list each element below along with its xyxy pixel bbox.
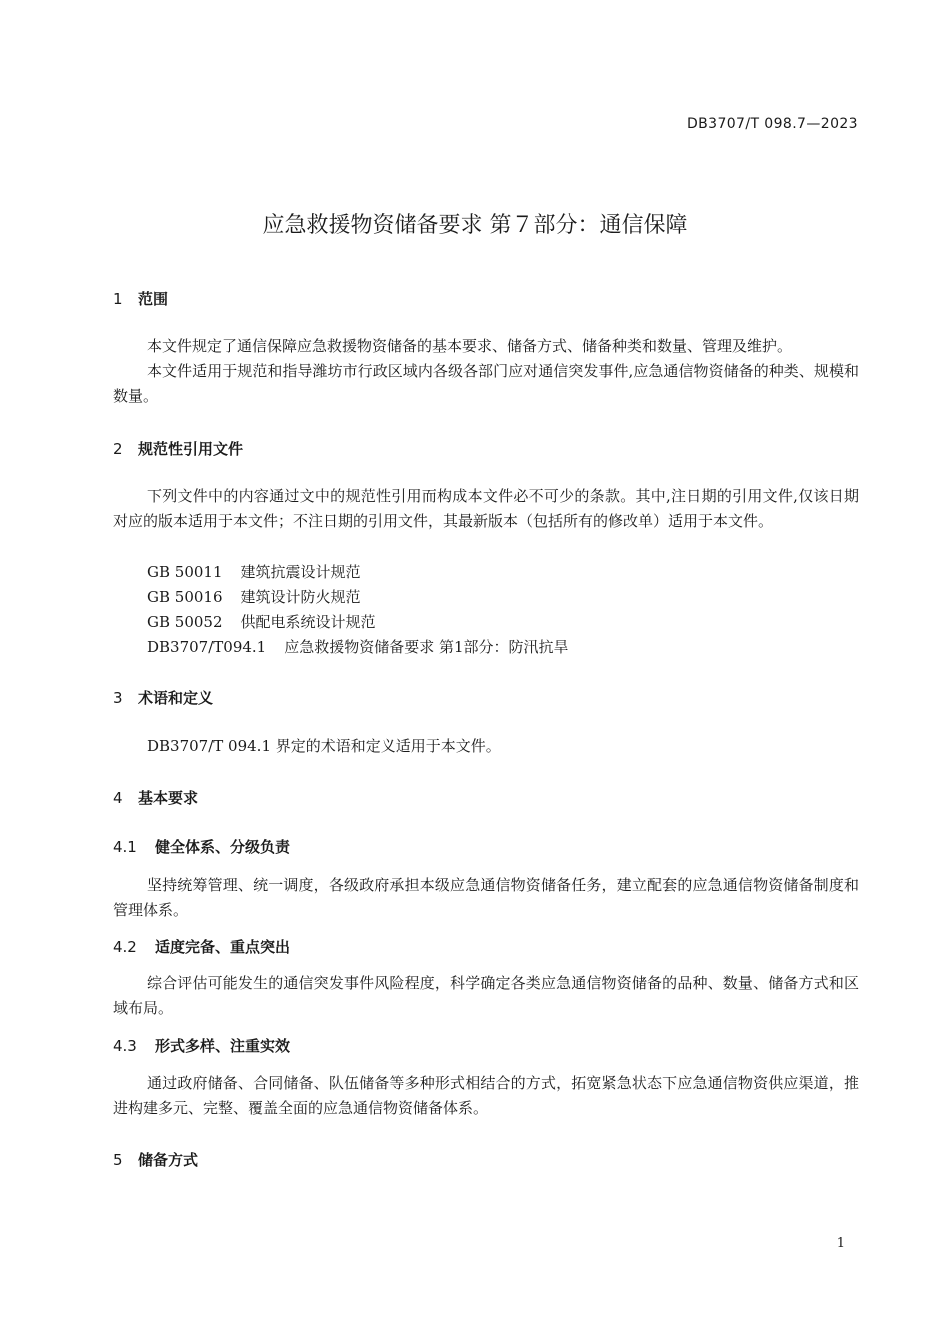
reference-name: 供配电系统设计规范: [240, 613, 376, 631]
reference-item: [147, 611, 376, 632]
reference-item: [147, 561, 361, 582]
document-code: DB3707/T 098.7—2023: [686, 116, 858, 132]
document-title: 应急救援物资储备要求 第７部分：通信保障: [262, 213, 688, 238]
paragraph: 下列文件中的内容通过文中的规范性引用而构成本文件必不可少的条款。其中,注日期的引用文件,仅该日期对应的版本适用于本文件；不注日期的引用文件，其最新版本（包括所有的修改单）适用于本文件。: [113, 487, 859, 530]
reference-code: GB 50011: [147, 563, 223, 581]
subsection-number: 4.2: [113, 938, 137, 956]
section-number: 2: [113, 440, 123, 458]
section-heading-storage-methods: [113, 1149, 198, 1170]
section-number: 4: [113, 789, 123, 807]
section-heading-terms: [113, 687, 213, 708]
reference-name: 建筑设计防火规范: [240, 588, 361, 606]
section-title: 储备方式: [138, 1151, 199, 1169]
subsection-heading: [113, 936, 290, 957]
section-number: 1: [113, 290, 123, 308]
subsection-title: 适度完备、重点突出: [155, 938, 291, 956]
paragraph: DB3707/T 094.1 界定的术语和定义适用于本文件。: [147, 737, 501, 755]
page-number: 1: [836, 1236, 845, 1251]
reference-item: [147, 636, 569, 657]
paragraph: 本文件适用于规范和指导潍坊市行政区域内各级各部门应对通信突发事件,应急通信物资储备的种类、规模和数量。: [113, 362, 859, 405]
subsection-title: 形式多样、注重实效: [155, 1037, 291, 1055]
section-title: 基本要求: [138, 789, 199, 807]
section-title: 规范性引用文件: [138, 440, 244, 458]
reference-code: GB 50016: [147, 588, 223, 606]
section-heading-scope: [113, 288, 168, 309]
section-title: 术语和定义: [138, 689, 214, 707]
reference-code: DB3707/T094.1: [147, 638, 267, 656]
reference-name: 建筑抗震设计规范: [240, 563, 361, 581]
section-number: 5: [113, 1151, 123, 1169]
reference-code: GB 50052: [147, 613, 223, 631]
paragraph: 坚持统筹管理、统一调度，各级政府承担本级应急通信物资储备任务，建立配套的应急通信物资储备制度和管理体系。: [113, 876, 859, 919]
paragraph: 通过政府储备、合同储备、队伍储备等多种形式相结合的方式，拓宽紧急状态下应急通信物资供应渠道，推进构建多元、完整、覆盖全面的应急通信物资储备体系。: [113, 1074, 859, 1117]
reference-item: [147, 586, 361, 607]
paragraph: 本文件规定了通信保障应急救援物资储备的基本要求、储备方式、储备种类和数量、管理及维护。: [147, 337, 793, 355]
subsection-number: 4.1: [113, 838, 137, 856]
section-heading-basic-requirements: [113, 787, 198, 808]
reference-name: 应急救援物资储备要求 第1部分：防汛抗旱: [284, 638, 569, 656]
subsection-heading: [113, 1035, 290, 1056]
paragraph: 综合评估可能发生的通信突发事件风险程度，科学确定各类应急通信物资储备的品种、数量、储备方式和区域布局。: [113, 974, 859, 1017]
subsection-number: 4.3: [113, 1037, 137, 1055]
subsection-heading: [113, 836, 290, 857]
section-number: 3: [113, 689, 123, 707]
section-heading-normative-references: [113, 438, 243, 459]
section-title: 范围: [138, 290, 169, 308]
subsection-title: 健全体系、分级负责: [155, 838, 291, 856]
